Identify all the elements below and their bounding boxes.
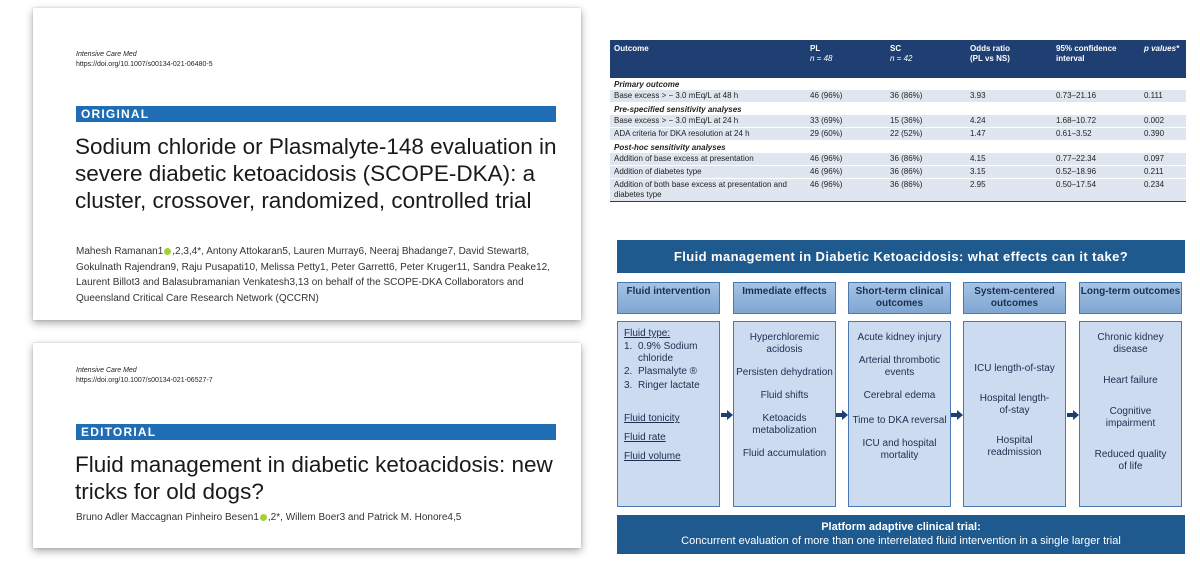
section-title: Pre-specified sensitivity analyses xyxy=(614,105,742,114)
table-header-cell: Odds ratio (PL vs NS) xyxy=(966,40,1052,78)
table-cell: Addition of base excess at presentation xyxy=(610,153,806,166)
table-cell: 22 (52%) xyxy=(886,128,966,141)
section-title: Post-hoc sensitivity analyses xyxy=(614,143,726,152)
table-cell: 0.002 xyxy=(1140,115,1186,128)
orcid-icon[interactable] xyxy=(260,514,267,521)
fluid-type-label: Fluid type: xyxy=(624,328,671,339)
fluid-type-item: 3. Ringer lactate xyxy=(624,379,700,391)
table-cell: 46 (96%) xyxy=(806,90,886,103)
arrow-right-icon xyxy=(721,410,733,420)
results-table xyxy=(610,40,1186,202)
doi-link[interactable]: https://doi.org/10.1007/s00134-021-06480-5 xyxy=(76,61,213,68)
fluid-type-item: 2. Plasmalyte ® xyxy=(624,366,698,377)
outcome-item: Cognitive impairment xyxy=(1105,406,1156,429)
table-header-cell: SC n = 42 xyxy=(886,40,966,78)
table-row xyxy=(610,153,1186,166)
outcome-item: ICU and hospital mortality xyxy=(862,438,937,461)
table-cell: 36 (86%) xyxy=(886,179,966,202)
table-cell: 2.95 xyxy=(966,179,1052,202)
effect-item: Hyperchloremic acidosis xyxy=(749,332,820,355)
outcome-item: Cerebral edema xyxy=(863,390,936,401)
section-title: Primary outcome xyxy=(614,80,680,89)
table-cell: 0.234 xyxy=(1140,179,1186,202)
outcome-item: Time to DKA reversal xyxy=(852,415,947,426)
table-row xyxy=(610,115,1186,128)
column-head-fluid-intervention: Fluid intervention xyxy=(617,282,720,314)
table-section-row xyxy=(610,78,1186,90)
outcome-item: Reduced quality of life xyxy=(1094,449,1167,472)
outcome-item: Acute kidney injury xyxy=(857,332,942,343)
column-head-short-term: Short-term clinical outcomes xyxy=(848,282,951,314)
author-list: Mahesh Ramanan1 ,2,3,4*, Antony Attokaran5, Lauren Murray6, Neeraj Bhadange7, David Stewart8, Gokulnath Rajendran9, Raju Pusapati10, Melissa Petty1, Peter Garrett6, Peter Kruger11, Sandra Peake12, Laurent Billot3 and Balasubramanian Venkatesh3,13 on behalf of the SCOPE-DKA Collaborators and Queensland Critical Care Research Network (QCCRN) xyxy=(76,246,550,304)
table-cell: 0.52–18.96 xyxy=(1052,166,1140,179)
arrow-right-icon xyxy=(1067,410,1079,420)
table-cell: 0.73–21.16 xyxy=(1052,90,1140,103)
table-cell: 0.50–17.54 xyxy=(1052,179,1140,202)
table-cell: 3.15 xyxy=(966,166,1052,179)
table-cell: 0.77–22.34 xyxy=(1052,153,1140,166)
effect-item: Persisten dehydration xyxy=(736,367,833,378)
effect-item: Fluid shifts xyxy=(760,390,809,401)
orcid-icon[interactable] xyxy=(164,248,171,255)
table-row xyxy=(610,166,1186,179)
column-head-long-term: Long-term outcomes xyxy=(1079,282,1182,314)
author-list: Bruno Adler Maccagnan Pinheiro Besen1 ,2*, Willem Boer3 and Patrick M. Honore4,5 xyxy=(76,512,462,523)
article-title: Fluid management in diabetic ketoacidosis: new tricks for old dogs? xyxy=(75,452,553,504)
table-cell: 0.211 xyxy=(1140,166,1186,179)
effect-item: Ketoacids metabolization xyxy=(752,413,817,436)
table-section-row xyxy=(610,103,1186,116)
fluid-type-item: 1. 0.9% Sodium chloride xyxy=(624,341,698,364)
table-cell: 0.390 xyxy=(1140,128,1186,141)
long-term-outcomes-box xyxy=(1079,321,1182,507)
table-cell: Addition of both base excess at presentation and diabetes type xyxy=(610,179,806,202)
table-cell: 15 (36%) xyxy=(886,115,966,128)
table-cell: 0.111 xyxy=(1140,90,1186,103)
table-header-cell: PL n = 48 xyxy=(806,40,886,78)
column-head-immediate-effects: Immediate effects xyxy=(733,282,836,314)
table-cell: 36 (86%) xyxy=(886,166,966,179)
table-cell: Base excess > − 3.0 mEq/L at 48 h xyxy=(610,90,806,103)
outcome-item: Chronic kidney disease xyxy=(1097,332,1164,355)
journal-name: Intensive Care Med xyxy=(76,51,137,58)
footer-text: Concurrent evaluation of more than one interrelated fluid intervention in a single larger trial xyxy=(681,535,1121,547)
table-cell: ADA criteria for DKA resolution at 24 h xyxy=(610,128,806,141)
table-row xyxy=(610,179,1186,202)
footer-heading: Platform adaptive clinical trial: xyxy=(821,521,981,533)
article-type-bar: EDITORIAL xyxy=(76,424,556,440)
table-cell: 0.61–3.52 xyxy=(1052,128,1140,141)
table-cell: 4.24 xyxy=(966,115,1052,128)
fluid-volume: Fluid volume xyxy=(624,451,681,462)
outcome-item: Hospital length-of-stay xyxy=(979,393,1050,416)
table-cell: 1.47 xyxy=(966,128,1052,141)
table-cell: 46 (96%) xyxy=(806,153,886,166)
diagram-title: Fluid management in Diabetic Ketoacidosis: what effects can it take? xyxy=(617,240,1185,273)
table-cell: Base excess > − 3.0 mEq/L at 24 h xyxy=(610,115,806,128)
table-cell: 3.93 xyxy=(966,90,1052,103)
effect-item: Fluid accumulation xyxy=(742,448,827,459)
fluid-intervention-box xyxy=(617,321,720,507)
table-row xyxy=(610,90,1186,103)
table-cell: 4.15 xyxy=(966,153,1052,166)
arrow-right-icon xyxy=(836,410,848,420)
table-cell: 46 (96%) xyxy=(806,166,886,179)
table-header-cell: Outcome xyxy=(610,40,806,78)
system-centered-outcomes-box xyxy=(963,321,1066,507)
fluid-rate: Fluid rate xyxy=(624,432,666,443)
outcome-item: Arterial thrombotic events xyxy=(858,355,941,378)
table-header-cell: p values* xyxy=(1140,40,1186,78)
fluid-type-list xyxy=(624,341,719,391)
fluid-tonicity: Fluid tonicity xyxy=(624,413,680,424)
journal-name: Intensive Care Med xyxy=(76,367,137,374)
original-article-card xyxy=(33,8,581,320)
outcome-item: ICU length-of-stay xyxy=(974,363,1055,374)
short-term-outcomes-box xyxy=(848,321,951,507)
table-cell: 36 (86%) xyxy=(886,153,966,166)
fluid-management-diagram xyxy=(617,240,1185,554)
article-type-bar: ORIGINAL xyxy=(76,106,556,122)
table-cell: 36 (86%) xyxy=(886,90,966,103)
diagram-footer xyxy=(617,515,1185,554)
table-header-cell: 95% confidence interval xyxy=(1052,40,1140,78)
outcome-item: Heart failure xyxy=(1103,375,1158,386)
editorial-article-card xyxy=(33,343,581,548)
table-header-row xyxy=(610,40,1186,78)
table-row xyxy=(610,128,1186,141)
article-title: Sodium chloride or Plasmalyte-148 evaluation in severe diabetic ketoacidosis (SCOPE-DKA): a cluster, crossover, randomized, controlled trial xyxy=(75,134,557,213)
table-cell: Addition of diabetes type xyxy=(610,166,806,179)
outcome-item: Hospital readmission xyxy=(987,435,1042,458)
table-cell: 0.097 xyxy=(1140,153,1186,166)
table-section-row xyxy=(610,141,1186,154)
table-cell: 33 (69%) xyxy=(806,115,886,128)
doi-link[interactable]: https://doi.org/10.1007/s00134-021-06527-7 xyxy=(76,377,213,384)
column-head-system-centered: System-centered outcomes xyxy=(963,282,1066,314)
arrow-right-icon xyxy=(951,410,963,420)
table-cell: 29 (60%) xyxy=(806,128,886,141)
immediate-effects-box xyxy=(733,321,836,507)
table-cell: 46 (96%) xyxy=(806,179,886,202)
table-cell: 1.68–10.72 xyxy=(1052,115,1140,128)
